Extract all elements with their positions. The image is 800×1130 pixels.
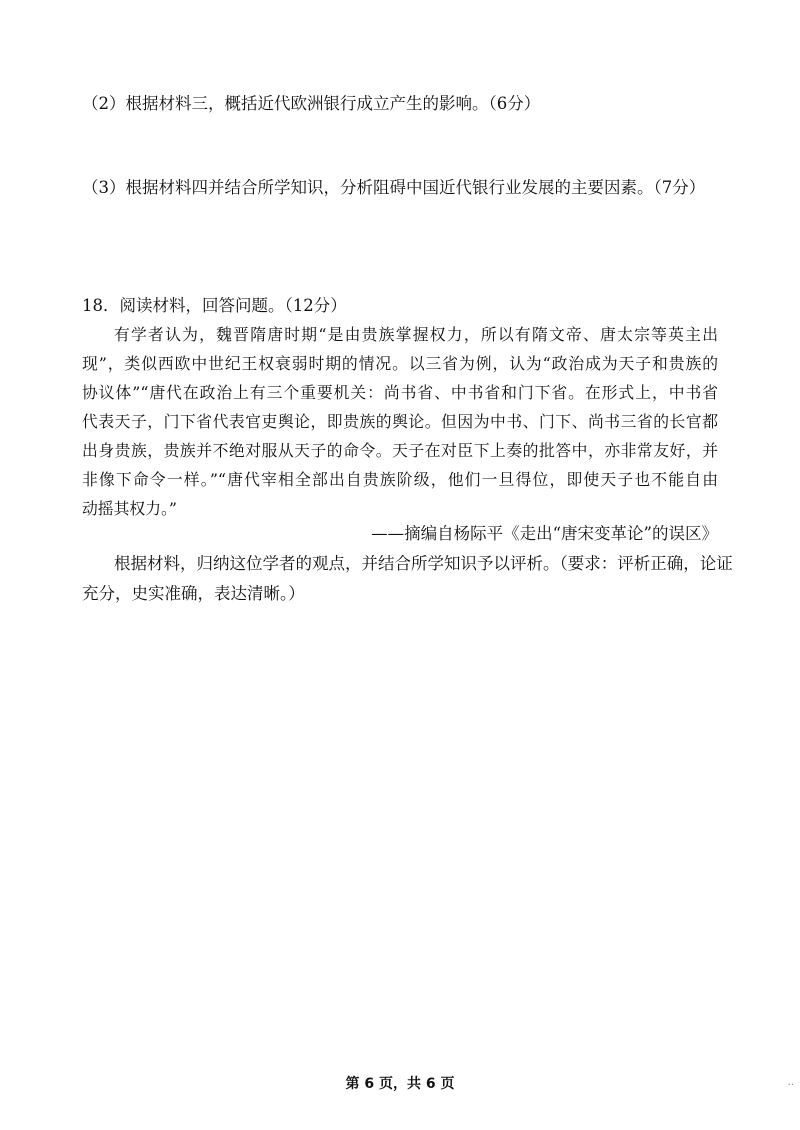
material-line: 协议体”“唐代在政治上有三个重要机关：尚书省、中书省和门下省。在形式上，中书省: [82, 383, 718, 402]
material-line: 动摇其权力。”: [82, 499, 177, 518]
scan-artifact-icon: ··: [787, 1080, 794, 1091]
page-number: 第 6 页，共 6 页: [345, 1076, 455, 1092]
material-line: 非像下命令一样。”“唐代宰相全部出自贵族阶级，他们一旦得位，即使天子也不能自由: [82, 470, 718, 489]
material-source: ——摘编自杨际平《走出“唐宋变革论”的误区》: [371, 524, 718, 543]
question-17-2: （2）根据材料三，概括近代欧洲银行成立产生的影响。（6分）: [82, 94, 541, 113]
question-17-3: （3）根据材料四并结合所学知识，分析阻碍中国近代银行业发展的主要因素。（7分）: [82, 178, 706, 197]
material-line: 出身贵族，贵族并不绝对服从天子的命令。天子在对臣下上奏的批答中，亦非常友好，并: [82, 441, 718, 460]
question-18-task-continued: 充分，史实准确，表达清晰。）: [82, 584, 305, 603]
material-line: 代表天子，门下省代表官吏舆论，即贵族的舆论。但因为中书、门下、尚书三省的长官都: [82, 412, 718, 431]
material-line: 现”，类似西欧中世纪王权衰弱时期的情况。以三省为例，认为“政治成为天子和贵族的: [82, 354, 718, 373]
question-18-task: 根据材料，归纳这位学者的观点，并结合所学知识予以评析。（要求：评析正确，论证: [114, 554, 733, 573]
material-line: 有学者认为，魏晋隋唐时期“是由贵族掌握权力，所以有隋文帝、唐太宗等英主出: [114, 325, 718, 344]
question-18-header: 18．阅读材料，回答问题。（12分）: [82, 296, 347, 315]
